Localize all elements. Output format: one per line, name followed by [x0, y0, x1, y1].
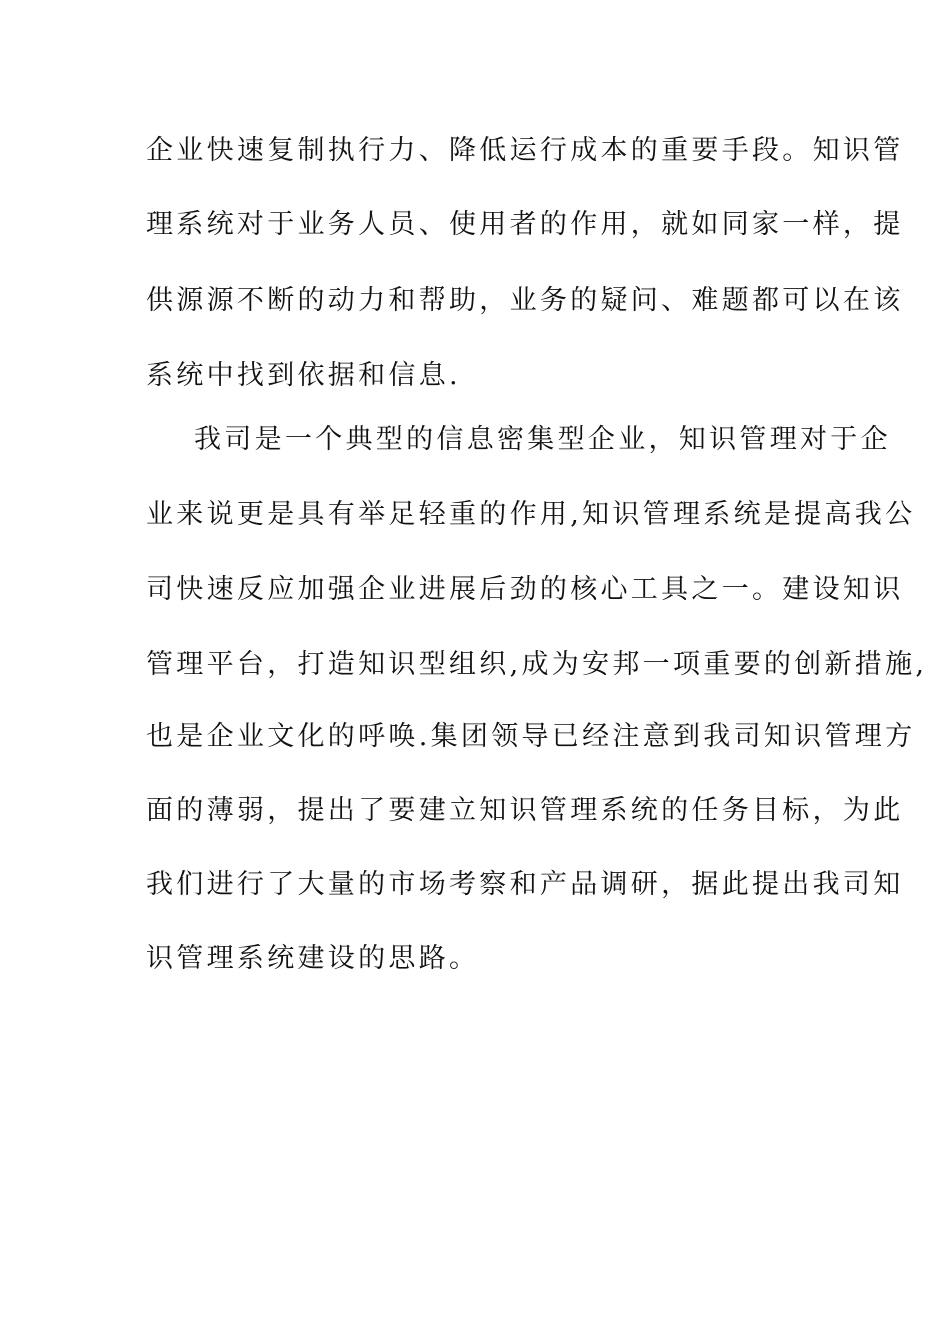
text-line: 系统中找到依据和信息.	[146, 360, 461, 391]
text-line: 管理平台，打造知识型组织,成为安邦一项重要的创新措施,	[146, 649, 928, 680]
text-line: 理系统对于业务人员、使用者的作用，就如同家一样，提	[146, 209, 904, 240]
text-line: 司快速反应加强企业进展后劲的核心工具之一。建设知识	[146, 574, 904, 605]
text-line: 企业快速复制执行力、降低运行成本的重要手段。知识管	[146, 135, 904, 166]
text-line: 识管理系统建设的思路。	[146, 943, 480, 974]
text-line: 面的薄弱，提出了要建立知识管理系统的任务目标，为此	[146, 795, 904, 826]
text-line: 我们进行了大量的市场考察和产品调研，据此提出我司知	[146, 869, 904, 900]
text-line: 我司是一个典型的信息密集型企业，知识管理对于企	[194, 424, 891, 455]
text-line: 业来说更是具有举足轻重的作用,知识管理系统是提高我公	[146, 499, 916, 530]
text-line: 供源源不断的动力和帮助，业务的疑问、难题都可以在该	[146, 285, 904, 316]
text-line: 也是企业文化的呼唤.集团领导已经注意到我司知识管理方	[146, 721, 916, 752]
